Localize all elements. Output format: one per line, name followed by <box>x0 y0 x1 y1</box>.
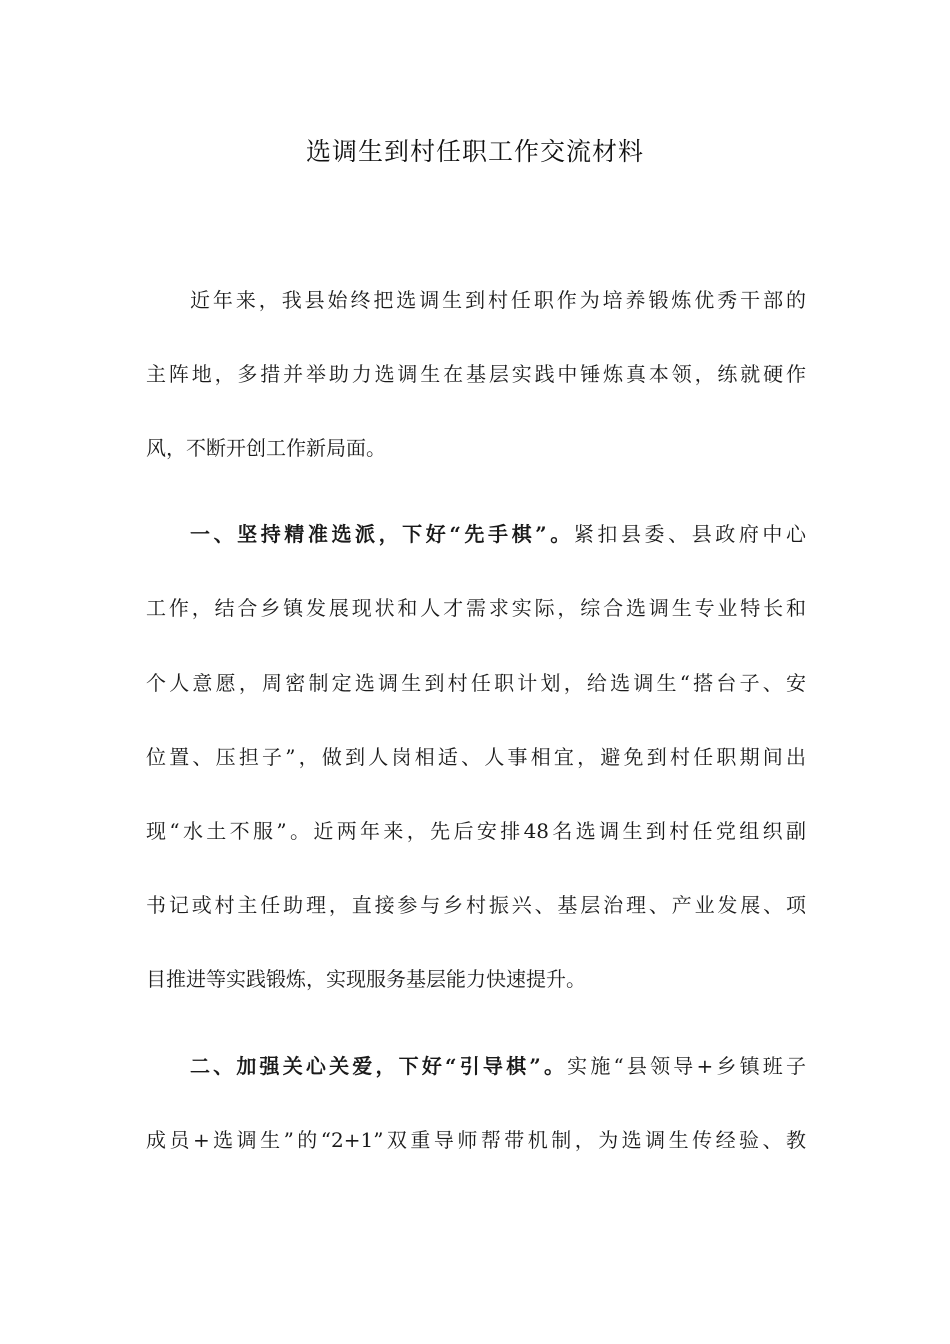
paragraph-2-line-4: 位置、压担子”，做到人岗相适、人事相宜，避免到村任职期间出 <box>146 745 806 769</box>
section-heading-1: 一、坚持精准选派，下好“先手棋”。 <box>190 522 574 546</box>
paragraph-1-line-1: 近年来，我县始终把选调生到村任职作为培养锻炼优秀干部的 <box>190 288 806 312</box>
paragraph-3-lead: 实施“县领导+乡镇班子 <box>567 1054 806 1078</box>
paragraph-1-line-2: 主阵地，多措并举助力选调生在基层实践中锤炼真本领，练就硬作 <box>146 362 806 386</box>
paragraph-2-line-3: 个人意愿，周密制定选调生到村任职计划，给选调生“搭台子、安 <box>146 671 806 695</box>
section-heading-2: 二、加强关心关爱，下好“引导棋”。 <box>190 1054 568 1078</box>
paragraph-1-line-3: 风，不断开创工作新局面。 <box>146 436 386 460</box>
paragraph-2-line-6: 书记或村主任助理，直接参与乡村振兴、基层治理、产业发展、项 <box>146 893 806 917</box>
document-title: 选调生到村任职工作交流材料 <box>305 137 644 166</box>
paragraph-3-line-2: 成员+选调生”的“2+1”双重导师帮带机制，为选调生传经验、教 <box>146 1128 806 1152</box>
paragraph-2-line-2: 工作，结合乡镇发展现状和人才需求实际，综合选调生专业特长和 <box>146 596 806 620</box>
paragraph-2-line-7: 目推进等实践锻炼，实现服务基层能力快速提升。 <box>146 967 586 991</box>
paragraph-2-lead: 紧扣县委、县政府中心 <box>573 522 806 546</box>
paragraph-3-line-1 <box>190 1046 806 1086</box>
paragraph-2-line-5: 现“水土不服”。近两年来，先后安排48名选调生到村任党组织副 <box>146 819 806 843</box>
paragraph-2-line-1 <box>190 514 806 554</box>
